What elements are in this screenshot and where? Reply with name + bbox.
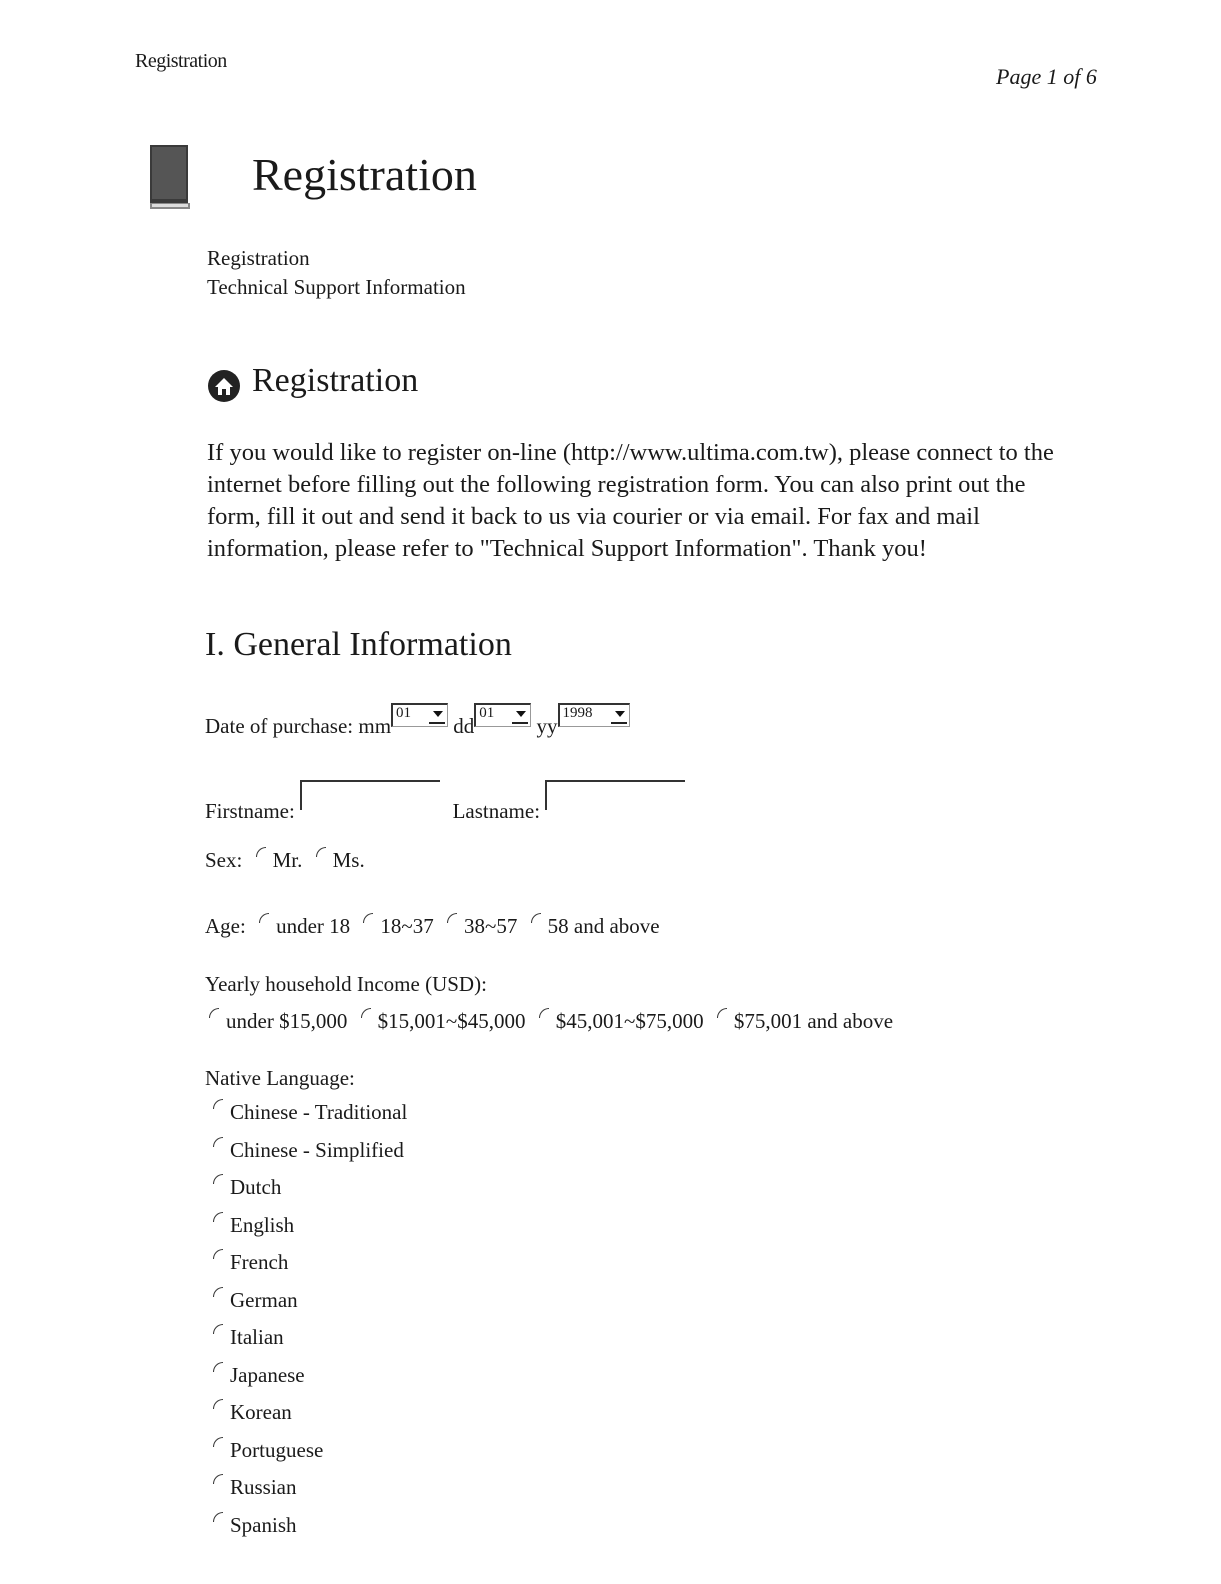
list-item <box>205 1212 407 1250</box>
year-select[interactable] <box>558 703 630 727</box>
lastname-input[interactable] <box>545 780 685 810</box>
chevron-down-icon <box>429 707 445 724</box>
book-icon <box>148 145 190 211</box>
radio-ms[interactable] <box>316 847 326 857</box>
option-label: Russian <box>230 1475 297 1499</box>
home-icon <box>207 369 241 403</box>
radio-age-38-57[interactable] <box>447 913 457 923</box>
year-value: 1998 <box>562 705 593 721</box>
option-label: $15,001~$45,000 <box>377 1009 526 1033</box>
lastname-label: Lastname: <box>452 799 541 823</box>
radio-age-58-above[interactable] <box>531 913 541 923</box>
radio-language[interactable] <box>213 1474 223 1484</box>
radio-language[interactable] <box>213 1437 223 1447</box>
nav-link-technical-support[interactable]: Technical Support Information <box>207 275 466 299</box>
list-item <box>205 1399 407 1437</box>
option-label: under $15,000 <box>226 1009 348 1033</box>
radio-income-3[interactable] <box>539 1008 549 1018</box>
option-label: German <box>230 1287 298 1312</box>
option-label: Dutch <box>230 1175 282 1199</box>
list-item <box>205 1362 407 1400</box>
radio-language[interactable] <box>213 1212 223 1222</box>
radio-income-1[interactable] <box>209 1008 219 1018</box>
date-of-purchase-row <box>205 703 630 739</box>
list-item <box>205 1437 407 1475</box>
radio-income-2[interactable] <box>361 1008 371 1018</box>
option-label: Italian <box>230 1325 284 1349</box>
radio-age-under-18[interactable] <box>259 913 269 923</box>
firstname-label: Firstname: <box>205 799 295 823</box>
general-info-heading: I. General Information <box>205 626 512 663</box>
list-item <box>205 1174 407 1212</box>
option-label: 58 and above <box>547 914 660 938</box>
list-item <box>205 1324 407 1362</box>
radio-language[interactable] <box>213 1137 223 1147</box>
radio-language[interactable] <box>213 1249 223 1259</box>
radio-language[interactable] <box>213 1287 223 1297</box>
option-label: Portuguese <box>230 1437 324 1462</box>
option-label: Japanese <box>230 1362 305 1387</box>
toc-nav <box>207 244 466 302</box>
list-item <box>205 1099 407 1137</box>
day-select[interactable] <box>474 703 531 727</box>
option-label: 18~37 <box>380 914 434 938</box>
day-value: 01 <box>479 705 495 721</box>
option-label: 38~57 <box>464 914 518 938</box>
month-select[interactable] <box>391 703 448 727</box>
firstname-input[interactable] <box>300 780 440 810</box>
sex-label: Sex: <box>205 848 243 872</box>
list-item <box>205 1287 407 1325</box>
chevron-down-icon <box>611 707 627 724</box>
radio-mr[interactable] <box>256 847 266 857</box>
name-row <box>205 780 685 824</box>
radio-language[interactable] <box>213 1324 223 1334</box>
option-label: English <box>230 1212 295 1237</box>
list-item <box>205 1249 407 1287</box>
yy-label: yy <box>536 714 558 738</box>
option-label: $75,001 and above <box>733 1009 894 1033</box>
intro-paragraph: If you would like to register on-line (http://www.ultima.com.tw), please connect to the internet before filling out the following registration form. You can also print out the form, fill it out and send it back to us via courier or via email. For fax and mail information, please refer to "Technical Support Information". Thank you! <box>207 439 1054 562</box>
income-label: Yearly household Income (USD): <box>205 972 487 996</box>
option-label: under 18 <box>276 914 351 938</box>
page-number: Page 1 of 6 <box>996 64 1097 89</box>
age-row <box>205 913 660 939</box>
option-label: Mr. <box>272 848 303 872</box>
option-label: French <box>230 1250 289 1274</box>
section-title: Registration <box>252 362 419 399</box>
list-item <box>205 1512 407 1550</box>
age-label: Age: <box>205 914 246 938</box>
radio-language[interactable] <box>213 1362 223 1372</box>
sex-row <box>205 847 365 873</box>
option-label: Chinese - Simplified <box>230 1137 404 1162</box>
option-label: Korean <box>230 1400 292 1424</box>
dd-label: dd <box>453 714 475 738</box>
list-item <box>205 1474 407 1512</box>
language-list <box>205 1099 407 1549</box>
list-item <box>205 1137 407 1175</box>
radio-language[interactable] <box>213 1399 223 1409</box>
page-title: Registration <box>252 149 477 200</box>
mm-label: mm <box>358 714 392 738</box>
option-label: Spanish <box>230 1512 297 1537</box>
radio-age-18-37[interactable] <box>363 913 373 923</box>
income-row <box>203 1008 893 1034</box>
option-label: Ms. <box>332 848 365 872</box>
radio-language[interactable] <box>213 1099 223 1109</box>
radio-language[interactable] <box>213 1174 223 1184</box>
option-label: Chinese - Traditional <box>230 1100 408 1124</box>
date-label: Date of purchase: <box>205 714 354 738</box>
language-label: Native Language: <box>205 1066 355 1090</box>
radio-language[interactable] <box>213 1512 223 1522</box>
month-value: 01 <box>396 705 412 721</box>
radio-income-4[interactable] <box>717 1008 727 1018</box>
option-label: $45,001~$75,000 <box>555 1009 704 1033</box>
page-header-title: Registration <box>135 50 227 72</box>
chevron-down-icon <box>512 707 528 724</box>
nav-link-registration[interactable]: Registration <box>207 246 310 270</box>
